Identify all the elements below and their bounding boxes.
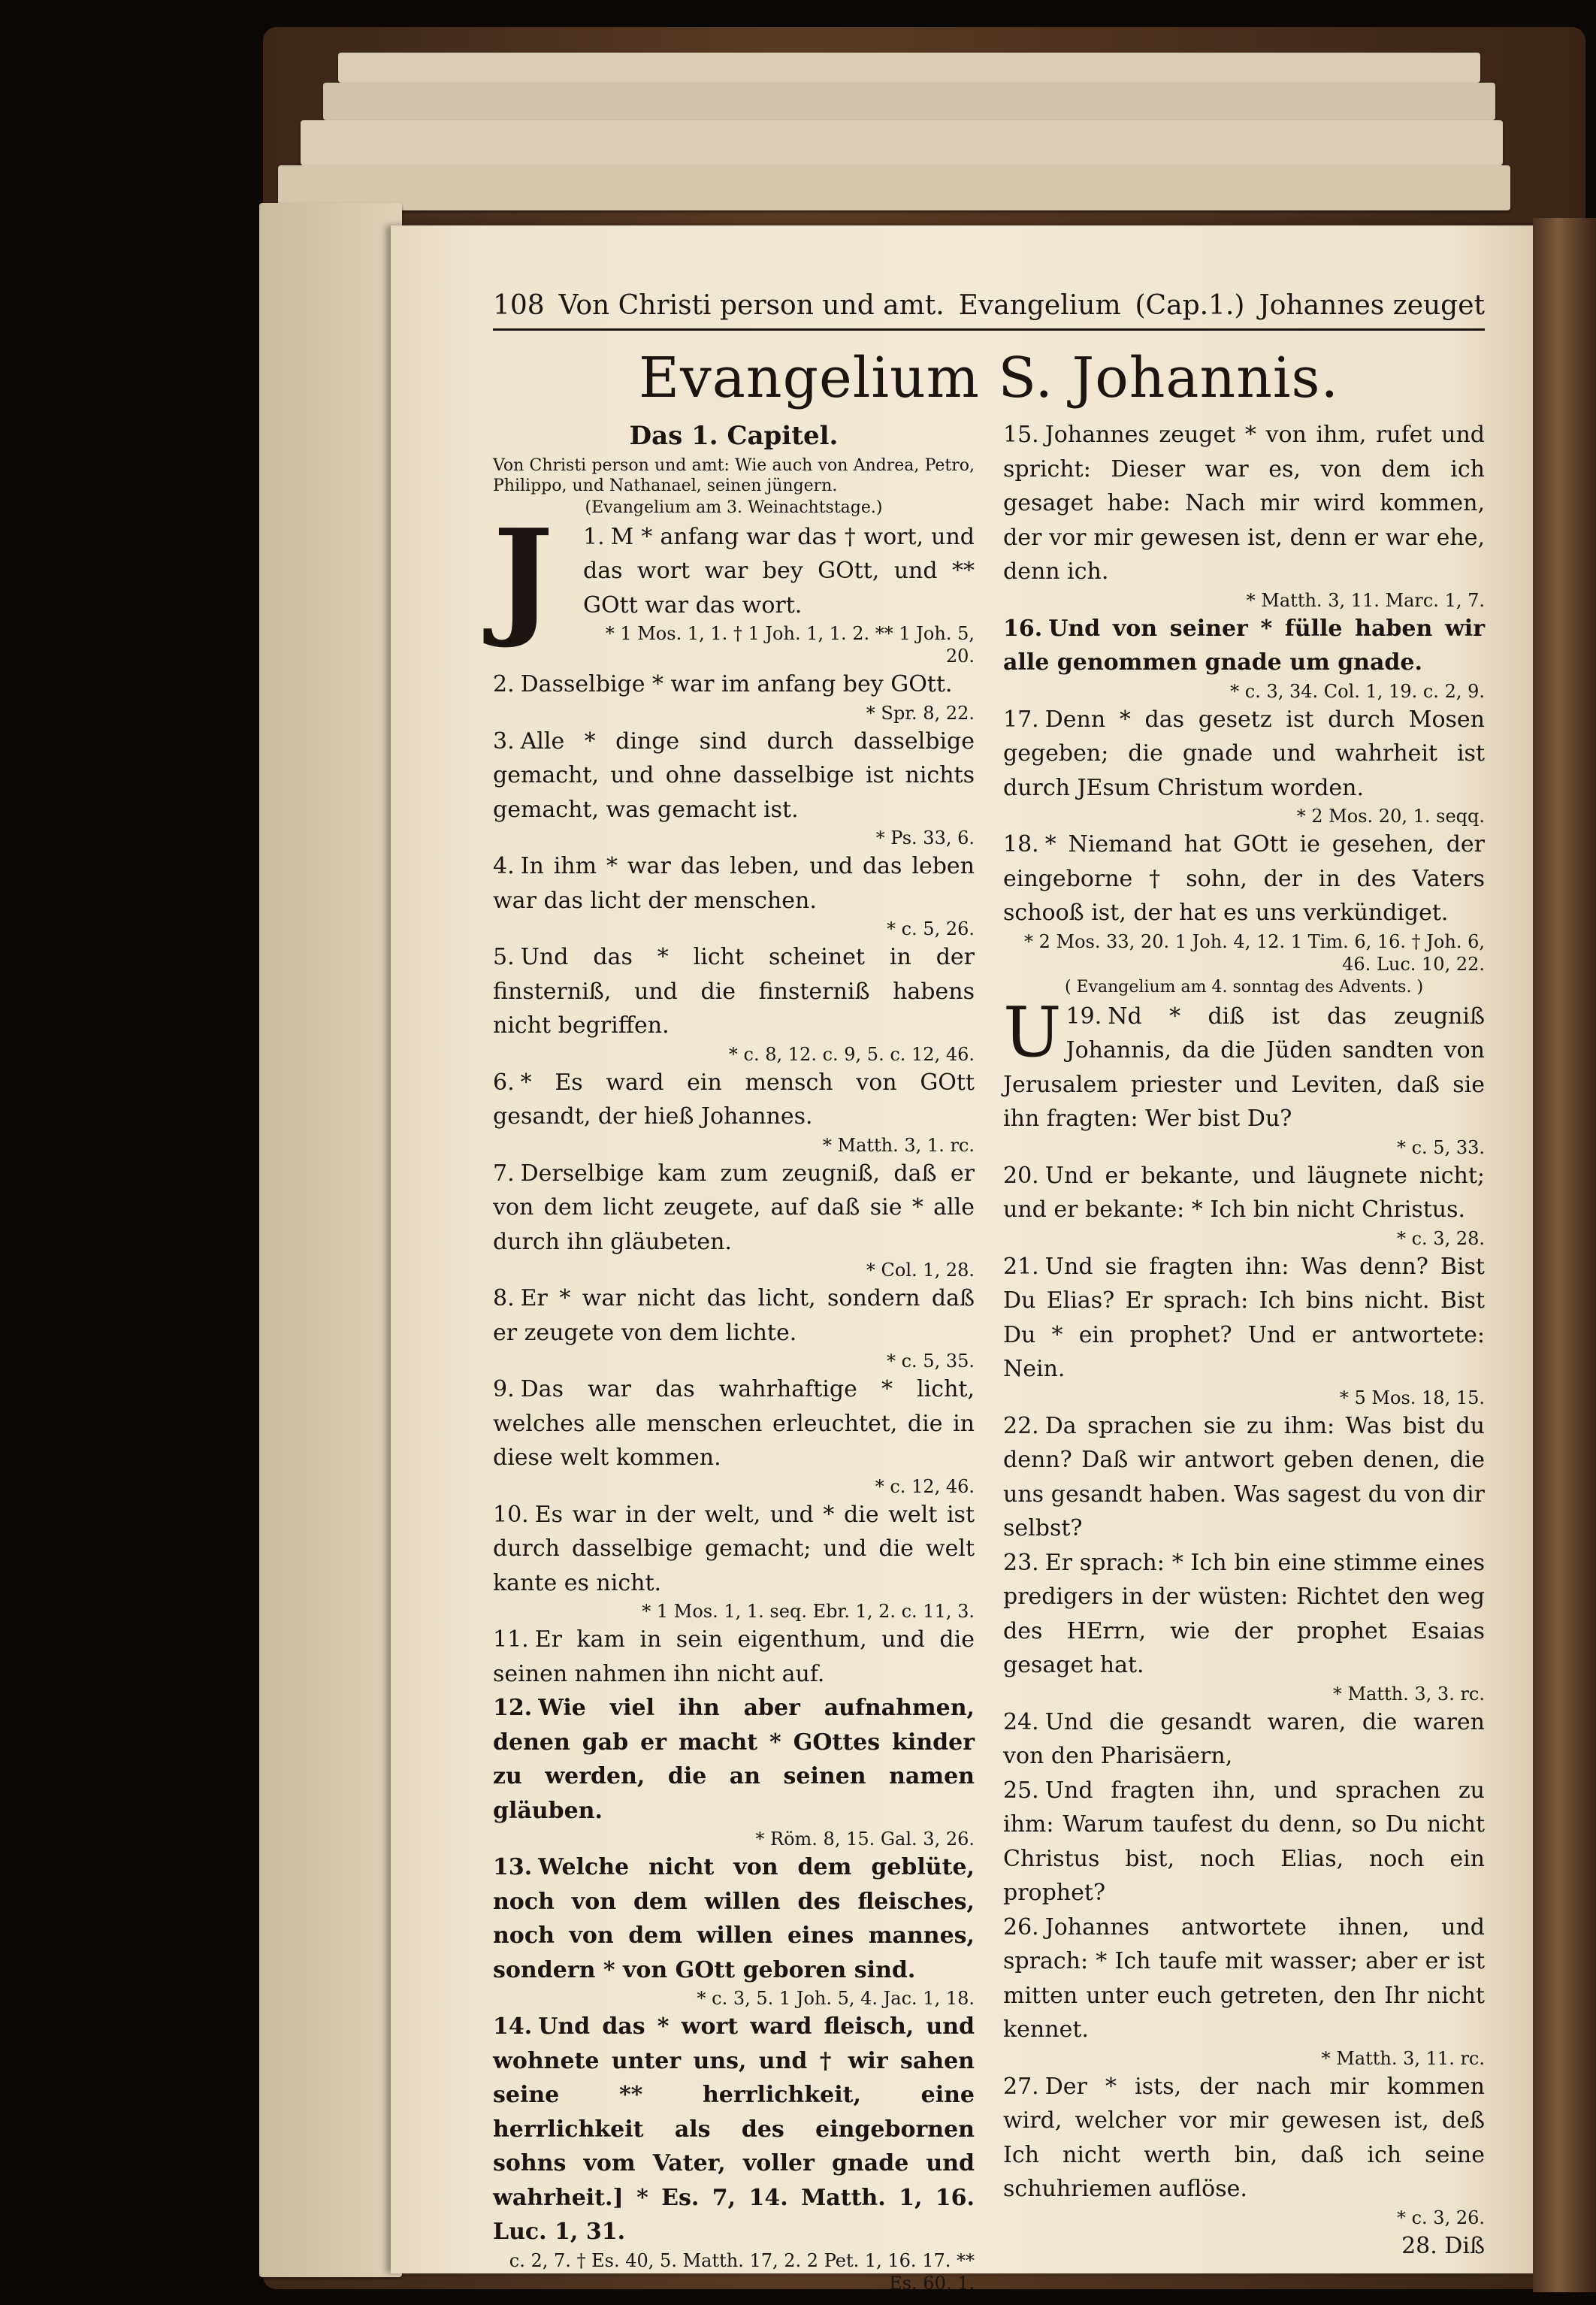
verse <box>1003 991 1485 1136</box>
verse <box>493 667 975 702</box>
verse-number: 3. <box>493 727 515 755</box>
verse <box>493 940 975 1043</box>
verse <box>493 2010 975 2249</box>
verse-number: 11. <box>493 1626 529 1653</box>
drop-capital: U <box>1003 991 1062 1072</box>
cross-reference: * Röm. 8, 15. Gal. 3, 26. <box>755 1829 975 1850</box>
lectionary-note: ( Evangelium am 4. sonntag des Advents. ) <box>1064 977 1424 997</box>
verse-text: Und von seiner * fülle haben wir alle genommen gnade um gnade. <box>1003 615 1485 676</box>
running-head-book: Evangelium <box>958 290 1121 321</box>
verse-number: 17. <box>1003 706 1039 733</box>
verse <box>493 1157 975 1260</box>
page-edge <box>338 53 1480 83</box>
verse-text: Und fragten ihn, und sprachen zu ihm: Warum taufest du denn, so Du nicht Christus bist, noch Elias, noch ein prophet? <box>1003 1777 1485 1906</box>
verse <box>1003 418 1485 589</box>
verse-text: Wie viel ihn aber aufnahmen, denen gab er macht * GOttes kinder zu werden, die an seinen namen gläuben. <box>493 1695 975 1824</box>
verse-text: Denn * das gesetz ist durch Mosen gegeben; die gnade und wahrheit ist durch JEsum Christum worden. <box>1003 706 1485 801</box>
verse-number: 2. <box>493 671 515 697</box>
book-title: Evangelium S. Johannis. <box>638 346 1340 410</box>
verse-number: 9. <box>493 1376 515 1402</box>
verse <box>493 724 975 827</box>
running-head-topic: Johannes zeuget <box>1259 290 1485 321</box>
cross-reference: * 1 Mos. 1, 1. † 1 Joh. 1, 1. 2. ** 1 Joh. 5, 20. <box>605 623 975 667</box>
cross-reference: * c. 3, 28. <box>1396 1227 1485 1249</box>
verse-number: 14. <box>493 2013 533 2040</box>
drop-capital: J <box>493 501 554 652</box>
verse-number: 25. <box>1003 1777 1039 1804</box>
verse <box>493 1281 975 1350</box>
verse-number: 24. <box>1003 1708 1039 1735</box>
verse-text: M * anfang war das † wort, und das wort war bey GOtt, und ** GOtt war das wort. <box>583 523 975 619</box>
running-head-section: Von Christi person und amt. <box>558 290 945 321</box>
verse-text: Johannes antwortete ihnen, und sprach: * Ich taufe mit wasser; aber er ist mitten unter euch getreten, den Ihr nicht kennet. <box>1003 1913 1485 2043</box>
verse-text: Da sprachen sie zu ihm: Was bist du denn? Daß wir antwort geben denen, die uns gesandt haben. Was sagest du von dir selbst? <box>1003 1412 1485 1541</box>
verse-number: 1. <box>583 523 605 550</box>
verse-number: 8. <box>493 1285 515 1311</box>
cross-reference: * Matth. 3, 1. rc. <box>822 1134 975 1156</box>
verse-number: 13. <box>493 1854 533 1880</box>
verse <box>1003 1250 1485 1387</box>
verse-number: 27. <box>1003 2073 1039 2100</box>
verse <box>1003 612 1485 680</box>
cross-reference: * c. 12, 46. <box>875 1475 975 1497</box>
verse <box>493 1691 975 1828</box>
cross-reference: c. 2, 7. † Es. 40, 5. Matth. 17, 2. 2 Pet. 1, 16. 17. ** Es. 60, 1. <box>509 2249 975 2294</box>
cross-reference: * Ps. 33, 6. <box>875 827 975 848</box>
cross-reference: * c. 8, 12. c. 9, 5. c. 12, 46. <box>728 1043 975 1065</box>
cross-reference: * c. 5, 35. <box>886 1351 975 1372</box>
page-edge <box>278 165 1510 210</box>
lectionary-note: (Evangelium am 3. Weinachtstage.) <box>585 498 883 517</box>
left-column <box>493 418 975 2294</box>
verse-text: Und sie fragten ihn: Was denn? Bist Du Elias? Er sprach: Ich bins nicht. Bist Du * ein prophet? Und er antwortete: Nein. <box>1003 1253 1485 1382</box>
verse-number: 26. <box>1003 1913 1039 1940</box>
verse <box>493 1372 975 1475</box>
verse <box>1003 1546 1485 1683</box>
verse-text: In ihm * war das leben, und das leben war das licht der menschen. <box>493 853 975 914</box>
verse-text: Und er bekante, und läugnete nicht; und er bekante: * Ich bin nicht Christus. <box>1003 1162 1485 1223</box>
verse <box>1003 1159 1485 1227</box>
verse <box>493 1623 975 1691</box>
verse-number: 10. <box>493 1501 529 1528</box>
page-edge <box>323 83 1495 120</box>
verse <box>1003 1705 1485 1774</box>
verse <box>493 849 975 918</box>
catchword: 28. Diß <box>1401 2232 1485 2259</box>
cross-reference: * c. 3, 26. <box>1396 2207 1485 2228</box>
verse-text: Und das * licht scheinet in der finsterniß, und die finsterniß habens nicht begriffen. <box>493 944 975 1039</box>
verse-number: 6. <box>493 1069 515 1096</box>
running-head-chapter: (Cap.1.) <box>1135 290 1245 321</box>
verse <box>1003 1774 1485 1910</box>
verse-text: Er sprach: * Ich bin eine stimme eines predigers in der wüsten: Richtet den weg des HErrn, wie der prophet Esaias gesaget hat. <box>1003 1549 1485 1678</box>
verse-text: * Es ward ein mensch von GOtt gesandt, der hieß Johannes. <box>493 1069 975 1130</box>
right-verses-part-1 <box>1003 418 1485 976</box>
cross-reference: * c. 3, 5. 1 Joh. 5, 4. Jac. 1, 18. <box>697 1988 975 2009</box>
cross-reference: * 1 Mos. 1, 1. seq. Ebr. 1, 2. c. 11, 3. <box>642 1601 975 1622</box>
chapter-summary: Von Christi person und amt: Wie auch von Andrea, Petro, Philippo, und Nathanael, seinen jüngern. <box>493 455 975 495</box>
verse-text: Er * war nicht das licht, sondern daß er zeugete von dem lichte. <box>493 1285 975 1346</box>
verse-number: 21. <box>1003 1253 1039 1280</box>
cross-reference: * c. 5, 33. <box>1396 1136 1485 1158</box>
verse-text: Der * ists, der nach mir kommen wird, welcher vor mir gewesen ist, deß Ich nicht werth bin, daß ich seine schuhriemen auflöse. <box>1003 2073 1485 2202</box>
cross-reference: * 2 Mos. 33, 20. 1 Joh. 4, 12. 1 Tim. 6, 16. † Joh. 6, 46. Luc. 10, 22. <box>1024 930 1485 975</box>
page-edge <box>301 120 1503 165</box>
right-verses-part-2 <box>1003 991 1485 2229</box>
page-content <box>493 290 1485 2294</box>
cross-reference: * Matth. 3, 11. rc. <box>1321 2047 1485 2069</box>
cross-reference: * 2 Mos. 20, 1. seqq. <box>1296 806 1485 827</box>
verse <box>1003 1910 1485 2047</box>
cross-reference: * Matth. 3, 11. Marc. 1, 7. <box>1246 589 1485 611</box>
cross-reference: * 5 Mos. 18, 15. <box>1339 1387 1485 1408</box>
verse-number: 20. <box>1003 1162 1039 1189</box>
verse <box>1003 2070 1485 2207</box>
verse-number: 23. <box>1003 1549 1039 1576</box>
verse-text: Das war das wahrhaftige * licht, welches alle menschen erleuchtet, die in diese welt kommen. <box>493 1376 975 1471</box>
page-number: 108 <box>493 290 545 321</box>
running-head <box>493 290 1485 331</box>
book-spine <box>1533 218 1596 2292</box>
verse-text: Und die gesandt waren, die waren von den Pharisäern, <box>1003 1708 1485 1769</box>
verse-number: 4. <box>493 853 515 879</box>
cross-reference: * Spr. 8, 22. <box>866 702 975 724</box>
verse-text: Er kam in sein eigenthum, und die seinen nahmen ihn nicht auf. <box>493 1626 975 1687</box>
verse-number: 15. <box>1003 422 1039 448</box>
right-column <box>1003 418 1485 2294</box>
page-edge-left <box>259 203 402 2277</box>
verse <box>493 1498 975 1601</box>
verse-text: Dasselbige * war im anfang bey GOtt. <box>520 671 953 697</box>
verse-text: * Niemand hat GOtt ie gesehen, der eingeborne † sohn, der in des Vaters schooß ist, der hat es uns verkündiget. <box>1003 831 1485 926</box>
text-columns <box>493 418 1485 2294</box>
verse-text: Es war in der welt, und * die welt ist durch dasselbige gemacht; und die welt kante es nicht. <box>493 1501 975 1596</box>
cross-reference: * c. 5, 26. <box>886 918 975 939</box>
verse-text: Und das * wort ward fleisch, und wohnete unter uns, und † wir sahen seine ** herrlichkeit, eine herrlichkeit als des eingebornen sohns vom Vater, voller gnade und wahrheit.] * Es. 7, 14. Matth. 1, 16. Luc. 1, 31. <box>493 2013 975 2245</box>
verse-text: Johannes zeuget * von ihm, rufet und spricht: Dieser war es, von dem ich gesaget habe: Nach mir wird kommen, der vor mir gewesen ist, denn er war ehe, denn ich. <box>1003 422 1485 585</box>
verse-number: 16. <box>1003 615 1043 642</box>
cross-reference: * Matth. 3, 3. rc. <box>1332 1683 1485 1705</box>
verse-number: 19. <box>1066 1003 1102 1030</box>
verse-number: 12. <box>493 1695 533 1721</box>
verse <box>1003 1409 1485 1546</box>
verse <box>1003 703 1485 806</box>
verse-text: Derselbige kam zum zeugniß, daß er von dem licht zeugete, auf daß sie * alle durch ihn gläubeten. <box>493 1160 975 1255</box>
cross-reference: * c. 3, 34. Col. 1, 19. c. 2, 9. <box>1230 680 1485 702</box>
verse-number: 22. <box>1003 1412 1039 1439</box>
verse-number: 18. <box>1003 831 1039 858</box>
verse-number: 7. <box>493 1160 515 1187</box>
verse-text: Welche nicht von dem geblüte, noch von dem willen des fleisches, noch von dem willen eines mannes, sondern * von GOtt geboren sind. <box>493 1854 975 1983</box>
verse <box>493 1066 975 1134</box>
verse <box>1003 827 1485 930</box>
verse-number: 5. <box>493 944 515 970</box>
chapter-title: Das 1. Capitel. <box>629 421 839 451</box>
verse-text: Alle * dinge sind durch dasselbige gemacht, und ohne dasselbige ist nichts gemacht, was gemacht ist. <box>493 727 975 823</box>
cross-reference: * Col. 1, 28. <box>866 1260 975 1281</box>
verse-text: Nd * diß ist das zeugniß Johannis, da die Jüden sandten von Jerusalem priester und Leviten, daß sie ihn fragten: Wer bist Du? <box>1003 1003 1485 1132</box>
verse <box>493 1850 975 1987</box>
